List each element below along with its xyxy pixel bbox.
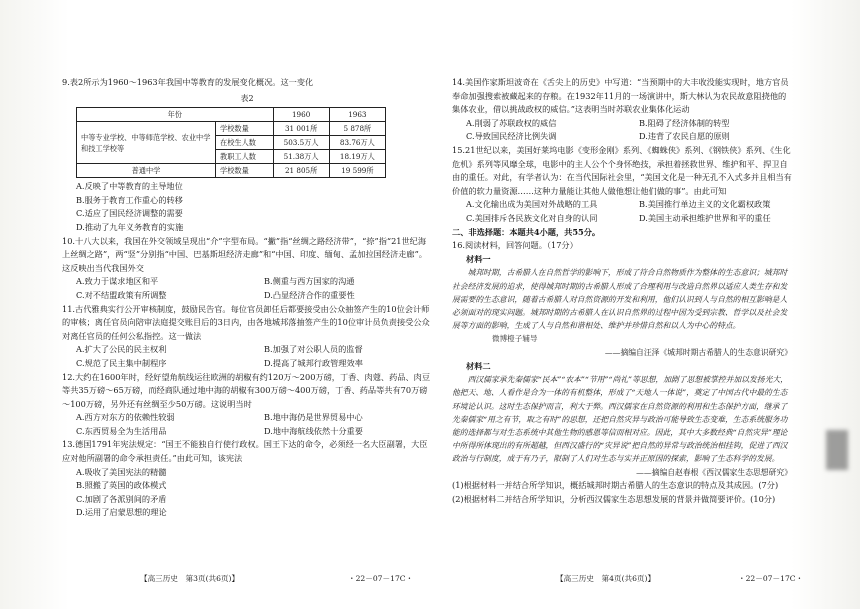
q15-option-b: B.美国推行单边主义的文化霸权政策 <box>639 199 771 210</box>
q12-option-b: B.地中海仍是世界贸易中心 <box>264 412 363 423</box>
q10-option-d: D.凸显经济合作的重要性 <box>264 289 355 300</box>
q9-option-d: D.推动了九年义务教育的实施 <box>76 221 184 232</box>
left-column <box>62 76 432 520</box>
table-cell: 19 599所 <box>329 164 385 178</box>
material-2-text: 西汉儒家承先秦儒家“民本”“农本”“节用”“尚礼”等思想，加剧了思想被掌控并加以发扬光大，他把天、地、人看作是合为一体的有机整体，形成了“天地人一体说”，奠定了中国古代中最的生态环境论认识。这时生态保护而言，利大于弊。西汉儒家在自然资源的利用和生态保护方面，继承了先秦儒家“用之有节，取之有时”的思想，还把自然灾异与政治可能导致生态变难，生态系统服务功能的选择都与对生态系统中其他生物的感恩等信而相对应。因此，其中大多数经典“自然灾异”理论中所得所体现出的有所超越，但西汉盛行的“灾异说”把自然的异常与政治统治相挂钩，促进了西汉政治与行制度，成于有乃子，限制了人们对生态与实并正原因的探索，影响了生态科学的发展。 <box>452 375 788 464</box>
table-cell: 学校数量 <box>216 164 274 178</box>
material-2-label: 材料二 <box>466 360 491 371</box>
table-cell: 18.19万人 <box>329 150 385 164</box>
q12-options <box>62 411 432 438</box>
q16-part-2: (2)根据材料二并结合所学知识，分析西汉儒家生态思想发展的背景并做简要评价。(10分) <box>452 493 776 504</box>
q10-option-b: B.侧重与西方国家的沟通 <box>264 276 355 287</box>
q13-option-c: C.加剧了各派别间的矛盾 <box>76 493 167 504</box>
q15-option-a: A.文化输出成为美国对外战略的工具 <box>466 199 598 210</box>
q10-options <box>62 275 432 302</box>
q11-options <box>62 343 432 370</box>
q9-option-c: C.适应了国民经济调整的需要 <box>76 208 183 219</box>
q9-option-a: A.反映了中等教育的主导地位 <box>76 181 183 192</box>
q13-option-d: D.运用了启蒙思想的理论 <box>76 507 167 518</box>
material-2-source: ——摘编自赵春根《西汉儒家生态思想研究》 <box>636 467 792 477</box>
table-header-1963: 1963 <box>329 108 385 122</box>
q15-option-d: D.美国主动承担维护世界和平的重任 <box>639 212 771 223</box>
q14-option-a: A.削弱了苏联政权的威信 <box>466 117 557 128</box>
q15-stem: 15.21世纪以来，美国好莱坞电影《变形金刚》系列、《蜘蛛侠》系列、《钢铁侠》系列、《生化危机》系列等风靡全球，电影中的主人公个个身怀绝技，承担着拯救世界、维护和平、捍卫自由的重任。对此，有学者认为：在当代国际社会里，“美国文化是一种无孔不入式多并且相当有价值的软力量资源……这种力量能让其他人做他想让他们做的事”。由此可知 <box>452 144 792 196</box>
table-cell: 在校生人数 <box>216 136 274 150</box>
table-cell: 学校数量 <box>216 122 274 136</box>
table-cell: 31 001所 <box>273 122 329 136</box>
table-cell: 503.5万人 <box>273 136 329 150</box>
table-row-group: 中等专业学校、中等师范学校、农业中学和技工学校等 <box>77 122 216 164</box>
section-heading: 二、非选择题：本题共4小题，共55分。 <box>452 226 601 237</box>
q14-option-d: D.违背了农民自愿的原则 <box>639 131 730 142</box>
q11-option-c: C.规范了民主集中制程序 <box>76 357 167 368</box>
q13-option-b: B.照搬了英国的政体模式 <box>76 480 167 491</box>
q11-stem: 11.古代雅典实行公开审核制度，鼓励民告官。每位官员卸任后都要接受由公众抽签产生的10位会计师的审核；离任官员向陪审法庭提交账目后的3日内，由各地城邦落抽签产生的10位审计员负责接受公众对离任官员的任何公私指控。这一做法 <box>62 303 430 341</box>
left-footer-title: 【高三历史 第3页(共6页)】 <box>140 574 240 583</box>
q11-option-b: B.加强了对公职人员的监督 <box>264 344 363 355</box>
q11-option-a: A.扩大了公民的民主权利 <box>76 344 167 355</box>
left-footer-code: ・22－07－17C・ <box>348 574 414 583</box>
right-footer-code: ・22－07－17C・ <box>738 574 804 583</box>
table-cell: 21 805所 <box>273 164 329 178</box>
q12-option-d: D.地中海航线依然十分重要 <box>264 425 363 436</box>
q9-stem: 9.表2所示为1960～1963年我国中等教育的发展变化概况。这一变化 <box>62 77 314 87</box>
q15-option-c: C.美国排斥各民族文化对自身的认同 <box>466 212 598 223</box>
table-cell: 51.38万人 <box>273 150 329 164</box>
material-1-source: ——摘编自汪泽《城邦时期古希腊人的生态意识研究》 <box>604 347 792 357</box>
material-1-text: 城邦时期，古希腊人在自然哲学的影响下，形成了符合自然物质作为整体的生态意识；城邦时社会经济发展的追求，使得城邦时期的古希腊人形成了合理利用与改造自然界以适应人类生存和发展需要的生态意识，随着古希腊人对自然资源的开发和利用，他们认识到人与自然的相互影响是人必须面对的现实问题。城邦时期的古希腊人在认识自然界的过程中因为受到宗教、哲学以及社会发展等方面的影响，生成了人与自然和谐相处、维护并珍惜自然和以人为中心的特点。 <box>452 268 788 331</box>
table-row-general: 普通中学 <box>77 164 216 178</box>
q11-option-d: D.提高了城邦行政管理效率 <box>264 357 363 368</box>
right-column <box>452 76 792 506</box>
q14-option-c: C.导致国民经济比例失调 <box>466 131 557 142</box>
scan-shadow-mark <box>826 430 848 470</box>
q14-options <box>452 117 792 144</box>
watermark-text: 微博橙子辅导 <box>492 334 538 344</box>
q12-option-c: C.东西贸易全为生活用品 <box>76 425 167 436</box>
q12-option-a: A.西方对东方的依赖性较弱 <box>76 412 175 423</box>
q10-option-a: A.致力于谋求地区和平 <box>76 276 159 287</box>
q10-stem: 10.十八大以来，我国在外交领域呈现出“介”字型布局。“撇”指“丝绸之路经济带”，“捺”指“21世纪海上丝绸之路”，两“竖”分别指“中国、巴基斯坦经济走廊”和“中国、印度、缅甸、孟加拉国经济走廊”。这反映出当代我国外交 <box>62 235 427 273</box>
q12-stem: 12.大约在1600年时，经好望角航线运往欧洲的胡椒有约120万～200万磅，丁香、肉蔻、药品、肉豆等共35万磅～65万磅，而经商队通过地中海的胡椒有300万磅～400万磅，丁香、药品等共有70万磅～100万磅，另外还有丝绸至少50万磅。这说明当时 <box>62 371 431 409</box>
q13-option-a: A.吸收了美国宪法的精髓 <box>76 466 167 477</box>
table-cell: 5 878所 <box>329 122 385 136</box>
education-table <box>76 107 386 178</box>
table-caption: 表2 <box>240 93 254 103</box>
table-header-1960: 1960 <box>273 108 329 122</box>
q13-stem: 13.德国1791年宪法规定：“国王不能独自行使行政权。国王下达的命令，必须经一名大臣副署，大臣应对他所副署的命令承担责任。”由此可知，该宪法 <box>62 439 428 464</box>
table-cell: 83.76万人 <box>329 136 385 150</box>
q14-stem: 14.美国作家斯坦波奇在《舌尖上的历史》中写道：“当预期中的大丰收没能实现时，地方官员奉命加强搜索被藏起来的存粮。在1932年11月的一场演讲中，斯大林认为农民故意阻挠他的集体农业，借以挑战政权的威信。”这表明当时苏联农业集体化运动 <box>452 77 789 115</box>
q14-option-b: B.阻碍了经济体制的转型 <box>639 117 730 128</box>
right-footer-title: 【高三历史 第4页(共6页)】 <box>556 574 656 583</box>
table-header-year: 年份 <box>77 108 274 122</box>
q10-option-c: C.对不结盟政策有所调整 <box>76 289 167 300</box>
q16-part-1: (1)根据材料一并结合所学知识，概括城邦时期古希腊人的生态意识的特点及其成因。(7分) <box>452 480 779 491</box>
q15-options <box>452 198 792 225</box>
q16-stem: 16.阅读材料，回答问题。（17分） <box>452 240 578 251</box>
material-1-label: 材料一 <box>466 253 491 264</box>
table-cell: 教职工人数 <box>216 150 274 164</box>
q9-option-b: B.服务于教育工作重心的转移 <box>76 194 183 205</box>
